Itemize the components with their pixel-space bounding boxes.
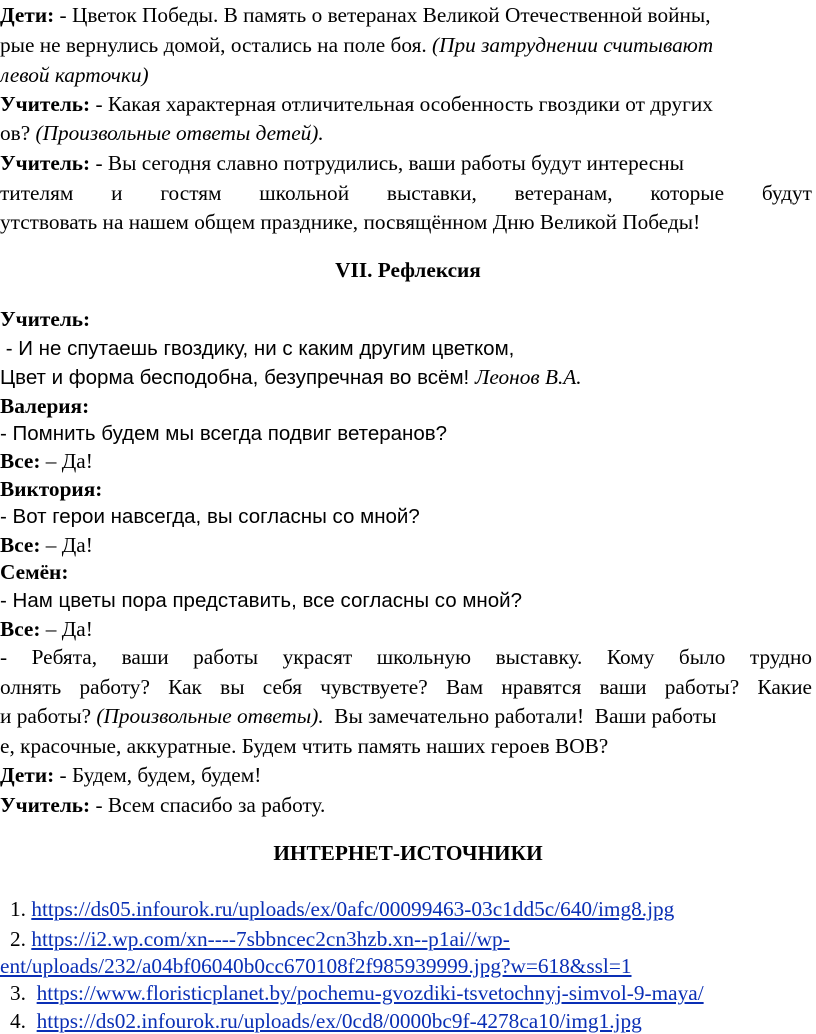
- viktoria-line: - Вот герои навсегда, вы согласны со мной?: [0, 505, 420, 528]
- closing-p1-line3: левой карточки): [0, 63, 149, 87]
- speaker-label: Все:: [0, 617, 41, 641]
- italic-note: (При затруднении считывают: [432, 33, 714, 57]
- reflection-para-line1: - Ребята, ваши работы украсят школьную выставку. Кому было трудно: [0, 645, 812, 669]
- semyon-line: - Нам цветы пора представить, все согласны со мной?: [0, 589, 523, 612]
- speaker-label: Дети:: [0, 3, 55, 27]
- teacher-thanks: [0, 790, 325, 820]
- source-link-1[interactable]: https://ds05.infourok.ru/uploads/ex/0afc/00099463-03c1dd5c/640/img8.jpg: [31, 897, 675, 921]
- text: и работы?: [0, 704, 97, 728]
- reflection-para-line4: е, красочные, аккуратные. Будем чтить память наших героев ВОВ?: [0, 734, 609, 758]
- speaker-label: Валерия:: [0, 394, 90, 418]
- reflection-para-line2: олнять работу? Как вы себя чувствуете? Вам нравятся ваши работы? Какие: [0, 675, 812, 699]
- source-item-2-continued: [0, 951, 632, 981]
- text: – Да!: [40, 617, 93, 641]
- source-item-2: [10, 924, 510, 954]
- text: - Какая характерная отличительная особенность гвоздики от других: [90, 92, 713, 116]
- text: Цвет и форма бесподобна, безупречная во всём!: [0, 366, 475, 389]
- list-number: 4.: [10, 1009, 26, 1033]
- speaker-label: Дети:: [0, 763, 55, 787]
- text: - Вы сегодня славно потрудились, ваши работы будут интересны: [90, 151, 684, 175]
- speaker-label: Все:: [0, 533, 41, 557]
- source-item-4: [10, 1006, 642, 1034]
- reflection-para-line3: [0, 701, 716, 731]
- list-number: 1.: [10, 897, 26, 921]
- all-reply-2: [0, 530, 93, 560]
- source-link-4[interactable]: https://ds02.infourok.ru/uploads/ex/0cd8/0000bc9f-4278ca10/img1.jpg: [36, 1009, 642, 1033]
- text: Вы замечательно работали! Ваши работы: [323, 704, 717, 728]
- kids-reply: [0, 760, 261, 790]
- text: рые не вернулись домой, остались на поле боя.: [0, 33, 433, 57]
- speaker-label: Учитель:: [0, 151, 91, 175]
- text: - Цветок Победы. В память о ветеранах Великой Отечественной войны,: [54, 3, 711, 27]
- text: - Будем, будем, будем!: [54, 763, 262, 787]
- speaker-label: Учитель:: [0, 307, 91, 331]
- closing-p2-line2: [0, 118, 324, 148]
- source-link-3[interactable]: https://www.floristicplanet.by/pochemu-gvozdiki-tsvetochnyj-simvol-9-maya/: [36, 981, 704, 1005]
- speaker-label: Учитель:: [0, 793, 91, 817]
- closing-p1-line2: [0, 30, 713, 60]
- source-link-2-continued[interactable]: ent/uploads/232/a04bf06040b0cc670108f2f985939999.jpg?w=618&ssl=1: [0, 954, 632, 978]
- text: – Да!: [40, 533, 93, 557]
- poem-line2: [0, 362, 582, 393]
- italic-note: (Произвольные ответы детей).: [35, 121, 324, 145]
- closing-p1-line1: [0, 0, 711, 30]
- closing-p3-line3: утствовать на нашем общем празднике, посвящённом Дню Великой Победы!: [0, 210, 701, 234]
- viktoria-label: [0, 474, 102, 504]
- list-number: 3.: [10, 981, 26, 1005]
- author-credit: Леонов В.А.: [474, 365, 582, 389]
- valeria-line: - Помнить будем мы всегда подвиг ветеранов?: [0, 422, 448, 445]
- source-link-2[interactable]: https://i2.wp.com/xn----7sbbncec2cn3hzb.xn--p1ai//wp-: [31, 927, 510, 951]
- text: – Да!: [40, 449, 93, 473]
- italic-note: (Произвольные ответы).: [96, 704, 324, 728]
- valeria-label: [0, 391, 89, 421]
- semyon-label: [0, 557, 68, 587]
- closing-p3-line2: тителям и гостям школьной выставки, ветеранам, которые будут: [0, 181, 812, 205]
- all-reply-3: [0, 614, 93, 644]
- source-item-3: [10, 978, 704, 1008]
- speaker-label: Учитель:: [0, 92, 91, 116]
- reflection-teacher-label: [0, 304, 90, 334]
- list-number: 2.: [10, 927, 26, 951]
- closing-p3-line1: [0, 148, 684, 178]
- source-item-1: [10, 894, 674, 924]
- closing-p2-line1: [0, 89, 713, 119]
- poem-line1: - И не спутаешь гвоздику, ни с каким другим цветком,: [0, 337, 515, 360]
- text: ов?: [0, 121, 36, 145]
- section-heading-reflection: VII. Рефлексия: [335, 258, 481, 282]
- text: - Всем спасибо за работу.: [90, 793, 326, 817]
- all-reply-1: [0, 446, 93, 476]
- speaker-label: Семён:: [0, 560, 69, 584]
- speaker-label: Все:: [0, 449, 41, 473]
- section-heading-sources: ИНТЕРНЕТ-ИСТОЧНИКИ: [273, 841, 543, 865]
- speaker-label: Виктория:: [0, 477, 103, 501]
